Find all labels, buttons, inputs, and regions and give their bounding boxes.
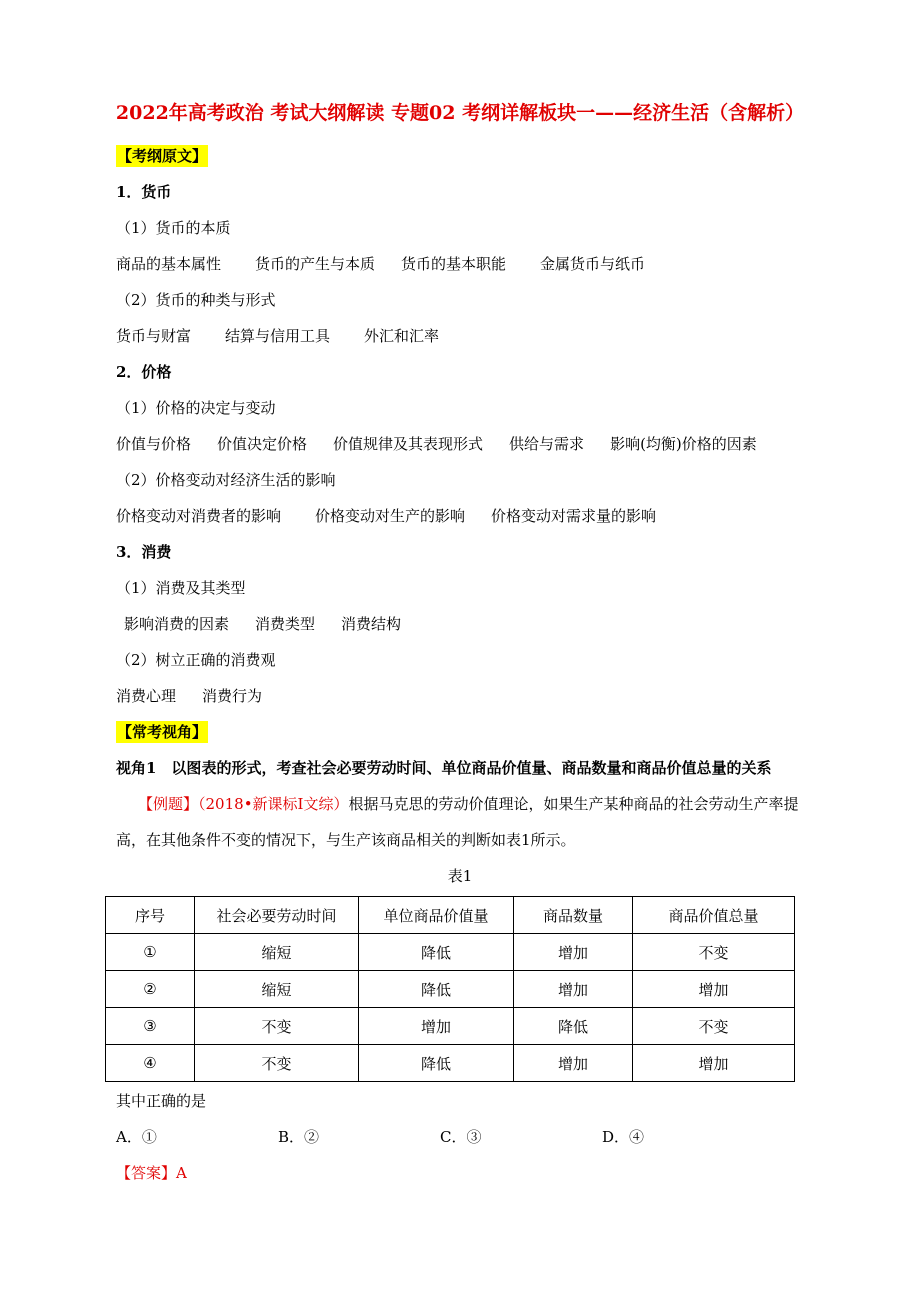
- table-header: 社会必要劳动时间: [195, 897, 359, 934]
- table-cell: 增加: [514, 934, 633, 971]
- table-cell: ①: [106, 934, 195, 971]
- table-cell: 增加: [514, 971, 633, 1008]
- list-item: 消费心理: [116, 687, 177, 705]
- section-tag-common: [116, 722, 208, 742]
- table-cell: 增加: [633, 971, 795, 1008]
- table-cell: 增加: [359, 1008, 514, 1045]
- table-cell: 不变: [633, 1008, 795, 1045]
- table-caption: 表1: [447, 867, 473, 885]
- sub-money-essence: （1）货币的本质: [116, 219, 231, 237]
- table-cell: 降低: [359, 1045, 514, 1082]
- sub-price-impact: （2）价格变动对经济生活的影响: [116, 471, 336, 489]
- table-header-row: [106, 897, 795, 934]
- heading-consumption: 3．消费: [116, 543, 172, 561]
- table-cell: ④: [106, 1045, 195, 1082]
- list-item: 影响消费的因素: [124, 615, 230, 633]
- sub-money-types: （2）货币的种类与形式: [116, 291, 276, 309]
- list-item: 消费结构: [341, 615, 402, 633]
- list-money-essence: [116, 254, 645, 274]
- table-cell: 降低: [359, 934, 514, 971]
- table-cell: 不变: [195, 1045, 359, 1082]
- table-cell: 缩短: [195, 934, 359, 971]
- option-c: C．③: [440, 1128, 482, 1146]
- list-item: 货币与财富: [116, 327, 192, 345]
- example-paragraph-line2: 高，在其他条件不变的情况下，与生产该商品相关的判断如表1所示。: [116, 831, 576, 849]
- list-money-types: [116, 326, 439, 346]
- list-item: 价值与价格: [116, 435, 192, 453]
- list-price-decision: [116, 434, 757, 454]
- sub-consumption-view: （2）树立正确的消费观: [116, 651, 276, 669]
- table-row: [106, 1045, 795, 1082]
- table-header: 商品数量: [514, 897, 633, 934]
- view-heading: 视角1 以图表的形式，考查社会必要劳动时间、单位商品价值量、商品数量和商品价值总量的关系: [116, 759, 772, 777]
- section-tag-outline: [116, 146, 208, 166]
- table-cell: 增加: [514, 1045, 633, 1082]
- section-tag-label: 【常考视角】: [117, 723, 208, 741]
- section-tag-label: 【考纲原文】: [117, 147, 208, 165]
- list-item: 外汇和汇率: [364, 327, 440, 345]
- list-price-impact: [116, 506, 656, 526]
- answer-value: A: [176, 1164, 187, 1182]
- list-item: 结算与信用工具: [225, 327, 331, 345]
- list-item: 消费类型: [255, 615, 316, 633]
- table-cell: 缩短: [195, 971, 359, 1008]
- table-cell: 不变: [195, 1008, 359, 1045]
- table-cell: 增加: [633, 1045, 795, 1082]
- sub-price-decision: （1）价格的决定与变动: [116, 399, 276, 417]
- option-d: D．④: [602, 1128, 645, 1146]
- example-text: 根据马克思的劳动价值理论，如果生产某种商品的社会劳动生产率提: [348, 795, 799, 813]
- sub-consumption-types: （1）消费及其类型: [116, 579, 246, 597]
- list-item: 供给与需求: [509, 435, 585, 453]
- list-consumption-view: [116, 686, 262, 706]
- table-header: 商品价值总量: [633, 897, 795, 934]
- heading-price: 2．价格: [116, 363, 172, 381]
- list-item: 价值决定价格: [217, 435, 308, 453]
- list-consumption-types: [124, 614, 401, 634]
- answer-tag: 【答案】: [116, 1164, 177, 1182]
- list-item: 金属货币与纸币: [540, 255, 646, 273]
- table-row: [106, 971, 795, 1008]
- table-row: [106, 934, 795, 971]
- list-item: 影响(均衡)价格的因素: [610, 435, 757, 453]
- list-item: 商品的基本属性: [116, 255, 222, 273]
- option-a: A．①: [116, 1128, 157, 1146]
- answer-options: [116, 1127, 764, 1147]
- option-b: B．②: [278, 1128, 320, 1146]
- answer-line: [116, 1163, 187, 1183]
- list-item: 价格变动对生产的影响: [315, 507, 466, 525]
- example-source: （2018•新课标Ⅰ文综）: [198, 795, 349, 813]
- table-cell: 降低: [359, 971, 514, 1008]
- document-title: 2022年高考政治 考试大纲解读 专题02 考纲详解板块一——经济生活（含解析）: [115, 102, 805, 124]
- judgement-table: [105, 896, 795, 1082]
- list-item: 货币的基本职能: [401, 255, 507, 273]
- example-tag: 【例题】: [138, 795, 199, 813]
- table-cell: 不变: [633, 934, 795, 971]
- list-item: 价值规律及其表现形式: [333, 435, 484, 453]
- table-cell: ③: [106, 1008, 195, 1045]
- list-item: 货币的产生与本质: [255, 255, 376, 273]
- table-cell: ②: [106, 971, 195, 1008]
- table-header: 序号: [106, 897, 195, 934]
- example-paragraph-line1: [138, 794, 798, 814]
- table-header: 单位商品价值量: [359, 897, 514, 934]
- table-cell: 降低: [514, 1008, 633, 1045]
- list-item: 消费行为: [202, 687, 263, 705]
- table-row: [106, 1008, 795, 1045]
- question-text: 其中正确的是: [116, 1092, 207, 1110]
- list-item: 价格变动对消费者的影响: [116, 507, 282, 525]
- list-item: 价格变动对需求量的影响: [491, 507, 657, 525]
- heading-money: 1．货币: [116, 183, 172, 201]
